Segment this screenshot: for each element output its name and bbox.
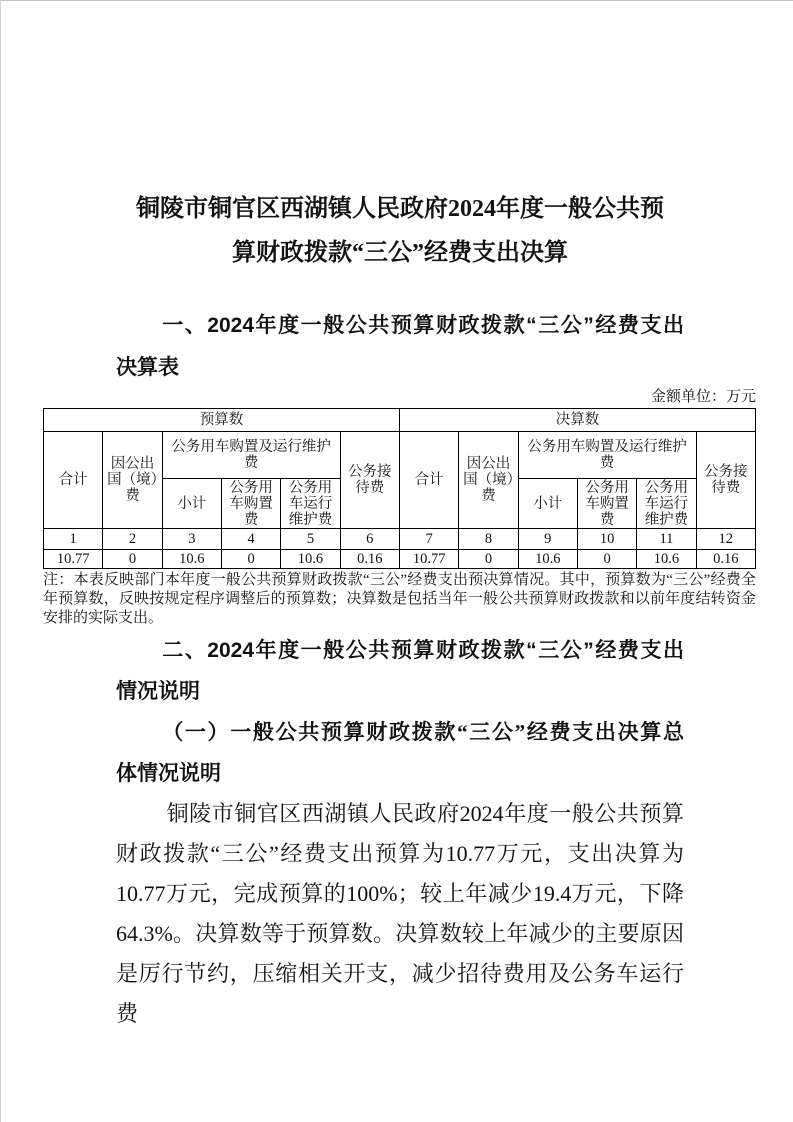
column-number: 12 (696, 529, 755, 550)
document-title-line-2: 算财政拨款“三公”经费支出决算 (232, 240, 568, 266)
value-cell: 10.6 (162, 550, 221, 569)
value-cell: 0 (577, 550, 636, 569)
amount-unit-label: 金额单位：万元 (650, 389, 756, 405)
section2-heading-line-1: 二、2024年度一般公共预算财政拨款“三公”经费支出 (162, 639, 684, 662)
table-header-row-1 (44, 432, 756, 479)
value-cell: 10.6 (637, 550, 696, 569)
value-cell: 10.6 (281, 550, 340, 569)
column-number: 5 (281, 529, 340, 550)
column-number: 11 (637, 529, 696, 550)
document-title (116, 1, 684, 275)
table-container (43, 408, 756, 569)
budget-header-subtotal: 小计 (162, 479, 221, 529)
value-row (44, 550, 756, 569)
value-cell: 0.16 (340, 550, 399, 569)
value-cell: 0 (103, 550, 162, 569)
three-public-funds-table (43, 408, 756, 569)
column-number: 4 (221, 529, 280, 550)
column-number: 7 (399, 529, 458, 550)
final-header-reception: 公务接待费 (696, 432, 755, 529)
column-number: 2 (103, 529, 162, 550)
table-note: 注：本表反映部门本年度一般公共预算财政拨款“三公”经费支出预决算情况。其中，预算数为“三公”经费全年预算数，反映按规定程序调整后的预算数；决算数是包括当年一般公共预算财政拨款和以前年度结转资金安排的实际支出。 (43, 572, 756, 626)
final-header-total: 合计 (399, 432, 458, 529)
column-number: 6 (340, 529, 399, 550)
value-cell: 10.77 (399, 550, 458, 569)
column-number-row (44, 529, 756, 550)
body-paragraph (116, 794, 684, 1034)
subsection1-heading-line-1: （一）一般公共预算财政拨款“三公”经费支出决算总 (162, 720, 684, 744)
final-header-purchase: 公务用车购置费 (577, 479, 636, 529)
body-paragraph-line: 是厉行节约，压缩相关开支，减少招待费用及公务车运行费 (116, 961, 684, 1026)
column-number: 3 (162, 529, 221, 550)
value-cell: 10.6 (518, 550, 577, 569)
document-title-line-1: 铜陵市铜官区西湖镇人民政府2024年度一般公共预 (136, 196, 664, 222)
value-cell: 10.77 (44, 550, 103, 569)
section1-heading (116, 305, 684, 389)
section2-heading (116, 630, 684, 712)
section1-heading-line-1: 一、2024年度一般公共预算财政拨款“三公”经费支出 (162, 314, 684, 337)
body-paragraph-line: 10.77万元，完成预算的100%；较上年减少19.4万元，下降 (116, 881, 684, 906)
subsection1-heading (116, 712, 684, 794)
body-paragraph-line: 财政拨款“三公”经费支出预算为10.77万元，支出决算为 (116, 841, 684, 866)
budget-header-vehicle-group: 公务用车购置及运行维护费 (162, 432, 340, 479)
budget-header-purchase: 公务用车购置费 (221, 479, 280, 529)
subsection1-heading-line-2: 体情况说明 (116, 761, 221, 785)
column-number: 1 (44, 529, 103, 550)
budget-header-total: 合计 (44, 432, 103, 529)
table-group-header-row (44, 409, 756, 432)
final-header-vehicle-group: 公务用车购置及运行维护费 (518, 432, 696, 479)
column-number: 9 (518, 529, 577, 550)
budget-header-maintenance: 公务用车运行维护费 (281, 479, 340, 529)
final-header-subtotal: 小计 (518, 479, 577, 529)
section1-heading-line-2: 决算表 (116, 356, 179, 379)
group-header-final: 决算数 (399, 409, 755, 432)
budget-header-reception: 公务接待费 (340, 432, 399, 529)
section2-heading-line-2: 情况说明 (116, 680, 200, 703)
group-header-budget: 预算数 (44, 409, 400, 432)
final-header-maintenance: 公务用车运行维护费 (637, 479, 696, 529)
column-number: 8 (459, 529, 518, 550)
column-number: 10 (577, 529, 636, 550)
value-cell: 0 (459, 550, 518, 569)
body-paragraph-line: 铜陵市铜官区西湖镇人民政府2024年度一般公共预算 (166, 801, 684, 826)
budget-header-abroad: 因公出国（境）费 (103, 432, 162, 529)
final-header-abroad: 因公出国（境）费 (459, 432, 518, 529)
body-paragraph-line: 64.3%。决算数等于预算数。决算数较上年减少的主要原因 (116, 921, 684, 946)
value-cell: 0.16 (696, 550, 755, 569)
value-cell: 0 (221, 550, 280, 569)
